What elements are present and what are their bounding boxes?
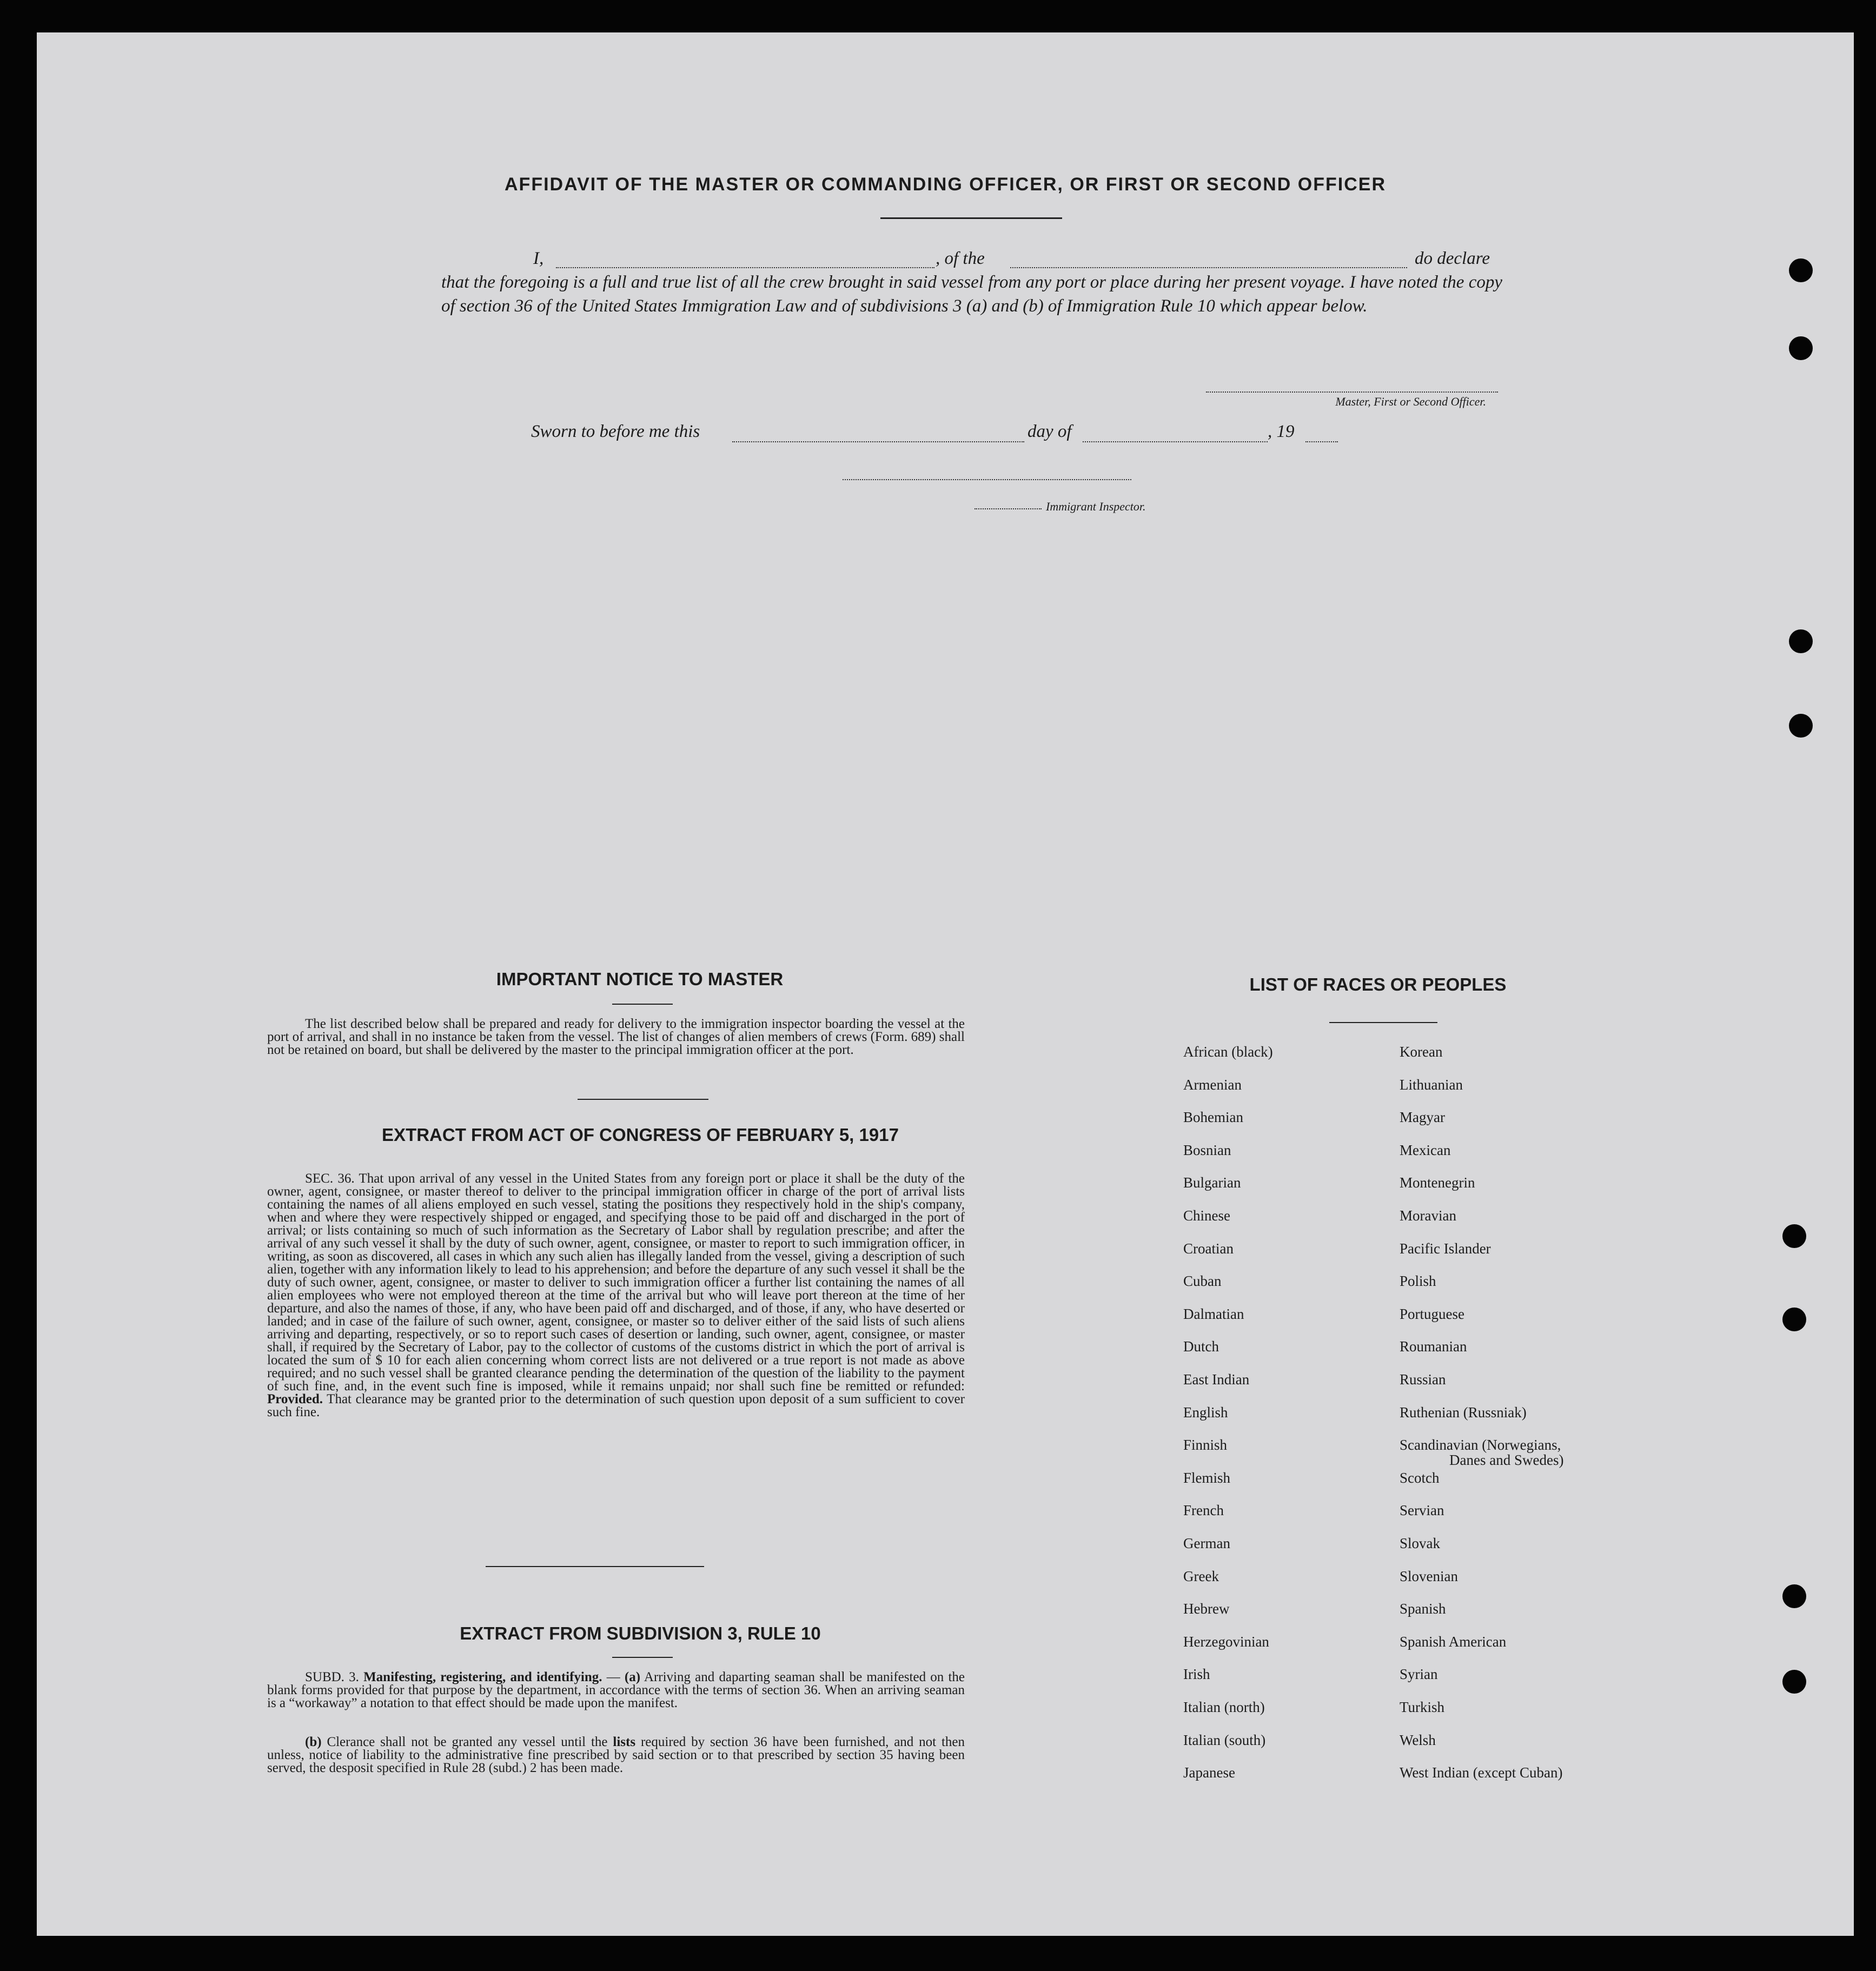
race-item-right-2: Magyar [1400,1109,1445,1125]
race-item-left-11: English [1183,1404,1228,1421]
inspector-label: Immigrant Inspector. [1046,500,1146,513]
affidavit-i: I, [533,249,544,268]
race-scandinavian-line2: Danes and Swedes) [1449,1452,1564,1468]
sworn-day-blank[interactable] [732,441,1024,442]
extract-act-bottom-rule [486,1566,704,1567]
punch-hole [1789,629,1813,653]
race-item-left-22: Japanese [1183,1764,1235,1781]
race-item-right-13: Scotch [1400,1470,1440,1486]
subd-b-lists: lists [613,1735,636,1749]
race-item-left-21: Italian (south) [1183,1732,1266,1748]
affidavit-body: that the foregoing is a full and true list of all the crew brought in said vessel from any port or place during her present voyage. I have noted the copy of section 36 of the United States Immigration Law and of subdivisions 3 (a) and (b) of Immigration Rule 10 which appear below. [441,273,1502,316]
notice-rule [612,1004,673,1005]
affidavit-visible-rule [880,217,1062,219]
race-item-right-18: Spanish American [1400,1634,1507,1650]
name-blank-line[interactable] [556,267,934,268]
race-item-right-4: Montenegrin [1400,1174,1475,1191]
subd-b-paragraph [267,1736,965,1775]
extract-act-text [267,1172,965,1419]
subd-dash: — [606,1670,620,1684]
race-item-right-9: Roumanian [1400,1338,1467,1355]
race-item-right-1: Lithuanian [1400,1077,1463,1093]
subd-a-label: (a) [624,1670,641,1684]
punch-hole [1782,1670,1806,1694]
punch-hole [1782,1308,1806,1331]
punch-hole [1782,1224,1806,1248]
race-item-left-3: Bosnian [1183,1142,1231,1158]
punch-hole [1789,258,1813,282]
race-item-left-18: Herzegovinian [1183,1634,1269,1650]
race-item-left-6: Croatian [1183,1240,1234,1257]
extract-act-body: SEC. 36. That upon arrival of any vessel in the United States from any foreign port or place it shall be the duty of the owner, agent, consignee, or master thereof to deliver to the principal immigration officer in charge of the port of arrival lists containing the names of all aliens employed en such vessel, stating the positions they respectively hold in the ship's company, when and where they were respectively shipped or engaged, and specifying those to be paid off and discharged in the port of arrival; or lists containing so much of such information as the Secretary of Labor shall by regulation prescribe; and after the arrival of any such vessel it shall by the duty of such owner, agent, consignee, or master to report to such immigration officer, in writing, as soon as discovered, all cases in which any such alien has illegally landed from the vessel, giving a description of such alien, together with any information likely to lead to his apprehension; and before the departure of any such vessel it shall be the duty of such owner, agent, consignee, or master to deliver to such immigration officer a further list containing the names of all alien employees who were not employed thereon at the time of the arrival but who will leave port thereon at the time of her departure, and also the names of those, if any, who have been paid off and discharged, and of those, if any, who have deserted or landed; and in case of the failure of such owner, agent, consignee, or master so to deliver either of the said lists of such aliens arriving and departing, respectively, or so to report such cases of desertion or landing, such owner, agent, consignee, or master shall, if required by the Secretary of Labor, pay to the collector of customs of the customs district in which the port of arrival is located the sum of $ 10 for each alien concerning whom correct lists are not delivered or a true report is not made as above required; and no such vessel shall be granted clearance pending the determination of the question of the liability to the payment of such fine, and, in the event such fine is imposed, while it remains unpaid; nor shall such fine be remitted or refunded: [267,1171,965,1393]
race-item-right-20: Turkish [1400,1699,1445,1715]
race-item-right-0: Korean [1400,1044,1443,1060]
races-title: LIST OF RACES OR PEOPLES [1249,974,1507,994]
subd-b-text1: Clerance shall not be granted any vessel until the [327,1735,608,1749]
race-item-right-12: Scandinavian (Norwegians, [1400,1437,1561,1453]
race-item-right-21: Welsh [1400,1732,1436,1748]
race-item-left-4: Bulgarian [1183,1174,1241,1191]
race-item-left-15: German [1183,1535,1230,1551]
notice-title: IMPORTANT NOTICE TO MASTER [496,969,784,989]
subd-b-text2: required by section 36 have been furnished, and not then unless, notice of liability to the administrative fine prescribed by said section or to that prescribed by section 35 having been served, the desposit specified in Rule 28 (subd.) 2 has been made. [267,1735,965,1775]
extract-act-end: That clearance may be granted prior to the determination of such question upon deposit of a sum sufficient to cover such fine. [267,1392,965,1419]
signature-line[interactable] [1206,391,1498,393]
inspector-signature-line[interactable] [843,479,1131,480]
affidavit-do-declare: do declare [1415,249,1490,268]
race-item-right-3: Mexican [1400,1142,1451,1158]
race-item-right-11: Ruthenian (Russniak) [1400,1404,1527,1421]
race-item-right-15: Slovak [1400,1535,1441,1551]
race-item-left-19: Irish [1183,1666,1210,1682]
extract-rule-title: EXTRACT FROM SUBDIVISION 3, RULE 10 [460,1623,821,1643]
provided-label: Provided. [267,1392,323,1406]
race-item-right-10: Russian [1400,1371,1446,1388]
race-item-left-10: East Indian [1183,1371,1250,1388]
sworn-year: , 19 [1268,422,1295,441]
sworn-prefix: Sworn to before me this [531,422,700,441]
race-item-right-7: Polish [1400,1273,1436,1289]
signature-label: Master, First or Second Officer. [1335,395,1486,408]
subd-heading: Manifesting, registering, and identifying. [363,1670,602,1684]
subd-a-text: Arriving and daparting seaman shall be manifested on the blank forms provided for that purpose by the department, in accordance with the terms of section 36. When an arriving seaman is a “workaway” a notation to that effect should be made upon the manifest. [267,1670,965,1710]
race-item-left-5: Chinese [1183,1207,1230,1224]
race-item-left-16: Greek [1183,1568,1219,1584]
subd-a-paragraph [267,1671,965,1710]
races-title-rule [1329,1022,1437,1023]
race-item-left-17: Hebrew [1183,1601,1230,1617]
notice-text: The list described below shall be prepared and ready for delivery to the immigration inspector boarding the vessel at the port of arrival, and shall in no instance be taken from the vessel. The list of changes of alien members of crews (Form. 689) shall not be retained on board, but shall be delivered by the master to the principal immigration officer at the port. [267,1017,965,1057]
race-item-right-22: West Indian (except Cuban) [1400,1764,1563,1781]
race-item-right-8: Portuguese [1400,1306,1464,1322]
punch-hole [1789,336,1813,360]
race-item-left-7: Cuban [1183,1273,1222,1289]
race-item-left-12: Finnish [1183,1437,1228,1453]
race-item-left-14: French [1183,1502,1224,1518]
subd-prefix: SUBD. 3. [305,1670,359,1684]
punch-hole [1782,1584,1806,1608]
subd-b-label: (b) [305,1735,322,1749]
race-item-right-14: Servian [1400,1502,1444,1518]
sworn-day-of: day of [1028,422,1072,441]
race-item-right-5: Moravian [1400,1207,1456,1224]
race-item-left-20: Italian (north) [1183,1699,1265,1715]
sworn-year-blank[interactable] [1305,441,1338,442]
inspector-leader-dots [975,508,1042,509]
race-item-left-1: Armenian [1183,1077,1242,1093]
affidavit-of-the: , of the [936,249,985,268]
affidavit-title: AFFIDAVIT OF THE MASTER OR COMMANDING OFFICER, OR FIRST OR SECOND OFFICER [505,174,1386,195]
sworn-month-blank[interactable] [1083,441,1268,442]
vessel-blank-line[interactable] [1010,267,1407,268]
race-item-left-13: Flemish [1183,1470,1231,1486]
race-item-left-0: African (black) [1183,1044,1273,1060]
race-item-right-16: Slovenian [1400,1568,1458,1584]
race-item-left-9: Dutch [1183,1338,1219,1355]
form-page [37,32,1854,1936]
race-item-left-2: Bohemian [1183,1109,1243,1125]
extract-act-title: EXTRACT FROM ACT OF CONGRESS OF FEBRUARY 5, 1917 [382,1125,899,1145]
punch-hole [1789,714,1813,738]
extract-rule-underline [612,1657,673,1658]
race-item-left-8: Dalmatian [1183,1306,1244,1322]
race-item-right-17: Spanish [1400,1601,1446,1617]
race-item-right-19: Syrian [1400,1666,1438,1682]
notice-bottom-rule [578,1099,708,1100]
race-item-right-6: Pacific Islander [1400,1240,1491,1257]
